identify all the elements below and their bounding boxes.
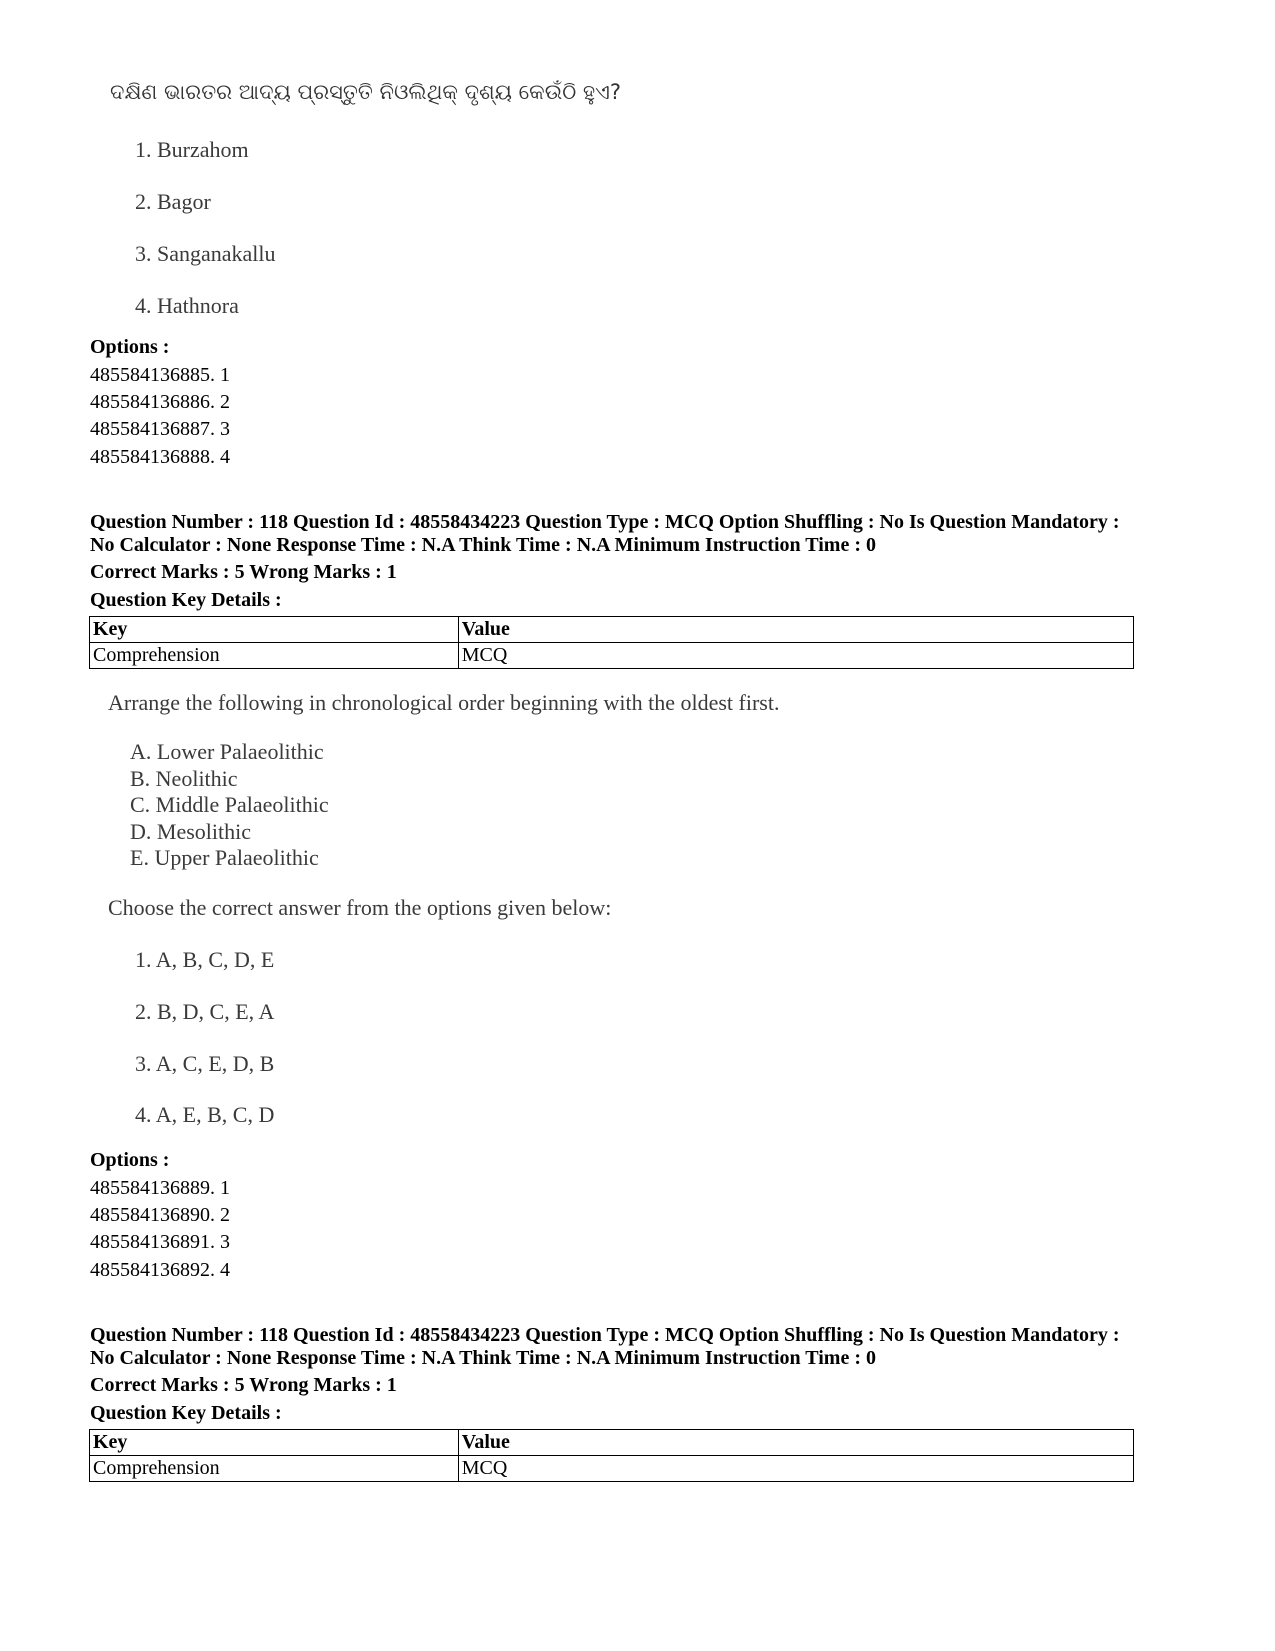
question-2-item-a: A. Lower Palaeolithic — [130, 739, 324, 764]
question-2-item-c: C. Middle Palaeolithic — [130, 792, 329, 817]
question-1-choice-1: 1. Burzahom — [135, 137, 249, 162]
option-id-3: 485584136887. 3 — [90, 418, 230, 440]
table-header-value: Value — [458, 617, 1133, 643]
table-cell-value: MCQ — [458, 1456, 1133, 1482]
question-1-text: ଦକ୍ଷିଣ ଭାରତର ଆଦ୍ୟ ପ୍ରସ୍ତୁତି ନିଓଲିଥିକ୍ ଦୃଶ୍ୟ କେଉଁଠି ହୁଏ? — [110, 80, 622, 104]
question-1-choice-2: 2. Bagor — [135, 189, 211, 214]
question-1-choice-3: 3. Sanganakallu — [135, 241, 276, 266]
table-header-row — [90, 617, 1134, 643]
table-row — [90, 643, 1134, 669]
question-2-text: Arrange the following in chronological order beginning with the oldest first. — [108, 690, 780, 715]
question-2-choice-2: 2. B, D, C, E, A — [135, 999, 275, 1024]
table-header-row — [90, 1430, 1134, 1456]
option-id-4: 485584136888. 4 — [90, 446, 230, 468]
table-row — [90, 1456, 1134, 1482]
question-1-choice-4: 4. Hathnora — [135, 293, 239, 318]
table-header-key: Key — [90, 1430, 459, 1456]
marks-line: Correct Marks : 5 Wrong Marks : 1 — [90, 561, 397, 583]
table-cell-key: Comprehension — [90, 1456, 459, 1482]
options-label: Options : — [90, 336, 170, 358]
marks-line: Correct Marks : 5 Wrong Marks : 1 — [90, 1374, 397, 1396]
table-cell-key: Comprehension — [90, 643, 459, 669]
question-2-item-d: D. Mesolithic — [130, 819, 251, 844]
question-2-choice-3: 3. A, C, E, D, B — [135, 1051, 275, 1076]
question-2-instruction: Choose the correct answer from the options given below: — [108, 895, 612, 920]
question-meta-line-1: Question Number : 118 Question Id : 48558434223 Question Type : MCQ Option Shuffling : No Is Question Mandatory : — [90, 511, 1120, 533]
option-id-2: 485584136890. 2 — [90, 1204, 230, 1226]
options-label: Options : — [90, 1149, 170, 1171]
option-id-1: 485584136885. 1 — [90, 364, 230, 386]
option-id-4: 485584136892. 4 — [90, 1259, 230, 1281]
question-meta-line-1: Question Number : 118 Question Id : 48558434223 Question Type : MCQ Option Shuffling : No Is Question Mandatory : — [90, 1324, 1120, 1346]
table-cell-value: MCQ — [458, 643, 1133, 669]
question-meta-line-2: No Calculator : None Response Time : N.A Think Time : N.A Minimum Instruction Time : 0 — [90, 1347, 876, 1369]
option-id-2: 485584136886. 2 — [90, 391, 230, 413]
key-details-label: Question Key Details : — [90, 589, 282, 611]
key-details-table — [89, 1429, 1134, 1482]
key-details-table — [89, 616, 1134, 669]
option-id-3: 485584136891. 3 — [90, 1231, 230, 1253]
option-id-1: 485584136889. 1 — [90, 1177, 230, 1199]
table-header-key: Key — [90, 617, 459, 643]
key-details-label: Question Key Details : — [90, 1402, 282, 1424]
question-2-item-b: B. Neolithic — [130, 766, 238, 791]
question-2-choice-1: 1. A, B, C, D, E — [135, 947, 275, 972]
question-meta-line-2: No Calculator : None Response Time : N.A Think Time : N.A Minimum Instruction Time : 0 — [90, 534, 876, 556]
question-2-item-e: E. Upper Palaeolithic — [130, 845, 319, 870]
question-2-choice-4: 4. A, E, B, C, D — [135, 1102, 275, 1127]
table-header-value: Value — [458, 1430, 1133, 1456]
